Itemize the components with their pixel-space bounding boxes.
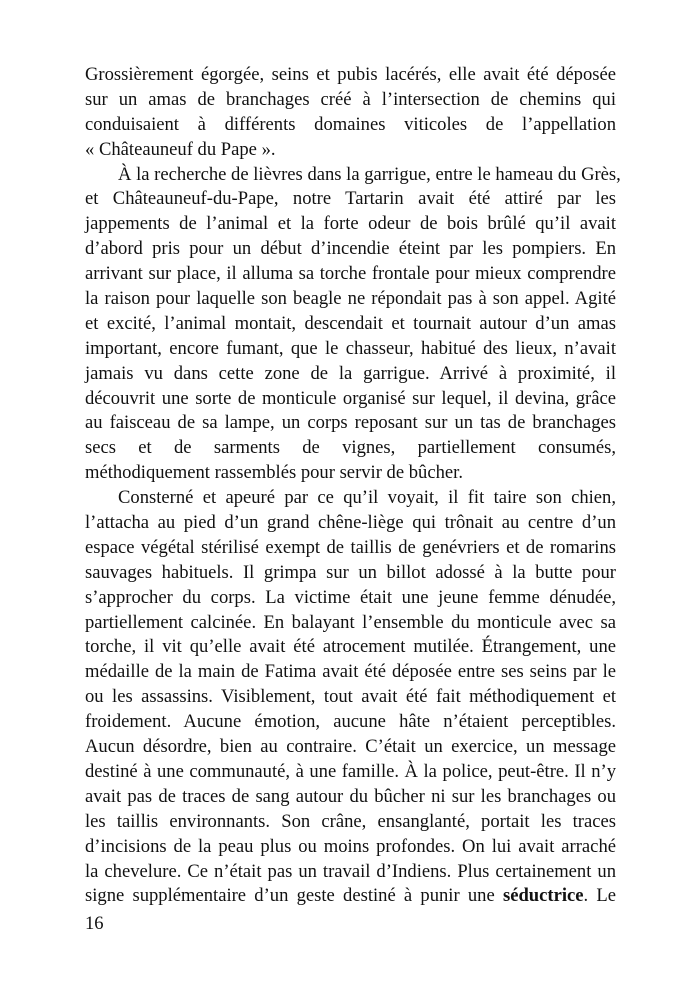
text-line: la chevelure. Ce n’était pas un travail d’Indiens. Plus certainement un: [85, 860, 616, 882]
text-line: Aucun désordre, bien au contraire. C’était un exercice, un message: [85, 736, 616, 758]
text-line: partiellement calcinée. En balayant l’ensemble du monticule avec sa: [85, 611, 616, 633]
text-line: À la recherche de lièvres dans la garrigue, entre le hameau du Grès,: [118, 163, 621, 185]
text-line: Grossièrement égorgée, seins et pubis lacérés, elle avait été déposée: [85, 64, 616, 85]
text-line: secs et de sarments de vignes, partiellement consumés,: [85, 437, 616, 459]
bold-word: séductrice: [502, 885, 584, 907]
paragraph: [85, 63, 616, 163]
text-line: s’approcher du corps. La victime était une jeune femme dénudée,: [85, 586, 616, 608]
text-line: conduisaient à différents domaines viticoles de l’appellation: [85, 113, 616, 135]
text-line: les taillis environnants. Son crâne, ensanglanté, portait les traces: [85, 810, 616, 832]
text-line: sur un amas de branchages créé à l’intersection de chemins qui: [85, 88, 616, 110]
text-line: froidement. Aucune émotion, aucune hâte n’étaient perceptibles.: [85, 711, 616, 733]
text-line: d’abord pris pour un début d’incendie éteint par les pompiers. En: [85, 238, 616, 260]
text-line: la raison pour laquelle son beagle ne répondait pas à son appel. Agité: [85, 288, 616, 310]
text-line: d’incisions de la peau plus ou moins profondes. On lui avait arraché: [85, 835, 616, 857]
text-line: important, encore fumant, que le chasseur, habitué des lieux, n’avait: [85, 337, 616, 359]
text-line: espace végétal stérilisé exempt de taillis de genévriers et de romarins: [85, 536, 616, 558]
text-line: jappements de l’animal et la forte odeur de bois brûlé qu’il avait: [85, 213, 616, 235]
text-line: découvrit une sorte de monticule organisé sur lequel, il devina, grâce: [85, 387, 616, 409]
text-line: destiné à une communauté, à une famille. À la police, peut-être. Il n’y: [85, 760, 616, 782]
text-line: [85, 884, 616, 909]
text-span: . Le: [583, 885, 616, 907]
text-span: signe supplémentaire d’un geste destiné à punir une: [85, 885, 503, 907]
text-line: torche, il vit qu’elle avait été atrocement mutilée. Étrangement, une: [85, 636, 616, 658]
text-line: médaille de la main de Fatima avait été déposée entre ses seins par le: [85, 661, 616, 683]
paragraph: [85, 486, 616, 909]
page-body: [85, 63, 621, 909]
text-line: au faisceau de sa lampe, un corps reposant sur un tas de branchages: [85, 412, 616, 434]
text-line: avait pas de traces de sang autour du bûcher ni sur les branchages ou: [85, 785, 616, 807]
text-line: arrivant sur place, il alluma sa torche frontale pour mieux comprendre: [85, 263, 616, 285]
text-line: ou les assassins. Visiblement, tout avait été fait méthodiquement et: [85, 686, 616, 708]
text-line: Consterné et apeuré par ce qu’il voyait, il fit taire son chien,: [118, 487, 616, 509]
text-line: « Châteauneuf du Pape ».: [85, 138, 276, 160]
paragraph: [85, 163, 621, 487]
page-number: 16: [85, 913, 104, 934]
text-line: jamais vu dans cette zone de la garrigue. Arrivé à proximité, il: [85, 362, 616, 384]
text-line: et Châteauneuf-du-Pape, notre Tartarin avait été attiré par les: [85, 188, 616, 210]
text-line: méthodiquement rassemblés pour servir de bûcher.: [85, 462, 463, 484]
text-line: l’attacha au pied d’un grand chêne-liège qui trônait au centre d’un: [85, 512, 616, 534]
text-line: sauvages habituels. Il grimpa sur un billot adossé à la butte pour: [85, 561, 616, 583]
text-line: et excité, l’animal montait, descendait et tournait autour d’un amas: [85, 312, 616, 334]
